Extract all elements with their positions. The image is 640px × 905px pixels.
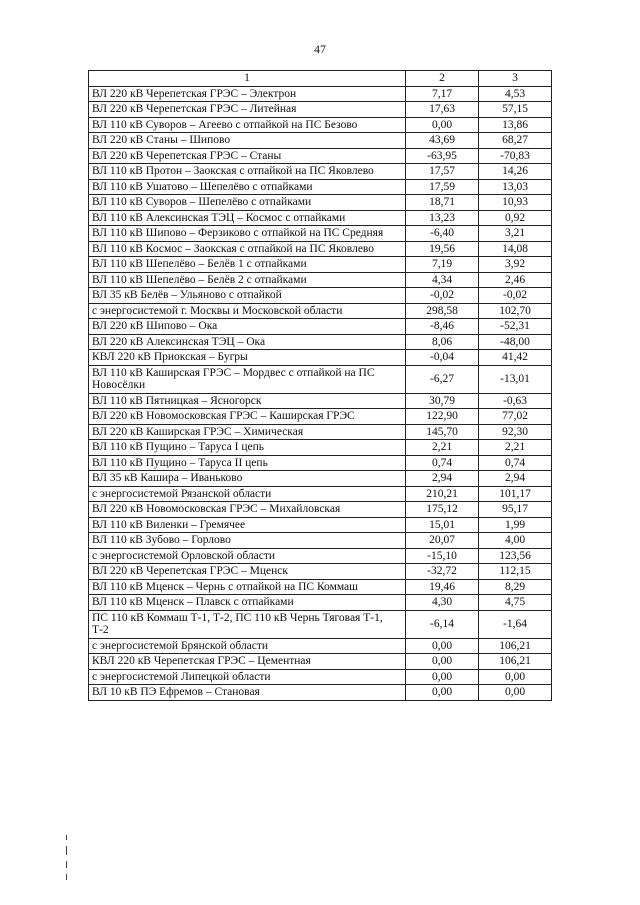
row-name-cell: ВЛ 220 кВ Черепетская ГРЭС – Станы [89, 148, 406, 164]
row-value-col2: 4,34 [406, 272, 479, 288]
row-value-col3: 2,94 [479, 471, 552, 487]
table-row [89, 486, 552, 502]
scan-margin-marks [66, 835, 72, 886]
row-value-col2: 17,59 [406, 179, 479, 195]
row-value-col2: 0,00 [406, 654, 479, 670]
table-row [89, 288, 552, 304]
row-name-cell: ВЛ 110 кВ Каширская ГРЭС – Мордвес с отпайкой на ПС Новосёлки [89, 365, 406, 393]
row-value-col2: 7,19 [406, 257, 479, 273]
row-value-col2: -63,95 [406, 148, 479, 164]
table-row [89, 564, 552, 580]
row-value-col3: 13,03 [479, 179, 552, 195]
row-value-col2: 175,12 [406, 502, 479, 518]
row-value-col3: -70,83 [479, 148, 552, 164]
row-name-cell: ВЛ 35 кВ Белёв – Ульяново с отпайкой [89, 288, 406, 304]
row-value-col3: 0,00 [479, 685, 552, 701]
table-row [89, 471, 552, 487]
table-row [89, 226, 552, 242]
table-row [89, 350, 552, 366]
row-value-col3: 123,56 [479, 548, 552, 564]
row-value-col3: 68,27 [479, 133, 552, 149]
row-name-cell: ВЛ 110 кВ Пущино – Таруса I цепь [89, 440, 406, 456]
row-name-cell: ВЛ 220 кВ Каширская ГРЭС – Химическая [89, 424, 406, 440]
table-row [89, 117, 552, 133]
row-value-col3: 4,00 [479, 533, 552, 549]
row-value-col2: -6,40 [406, 226, 479, 242]
row-value-col2: 122,90 [406, 409, 479, 425]
table-row [89, 86, 552, 102]
row-value-col2: 4,30 [406, 595, 479, 611]
table-row [89, 210, 552, 226]
row-value-col2: 145,70 [406, 424, 479, 440]
row-name-cell: ВЛ 110 кВ Протон – Заокская с отпайкой на ПС Яковлево [89, 164, 406, 180]
table-header-row [89, 71, 552, 87]
header-col-3: 3 [479, 71, 552, 87]
row-value-col2: 298,58 [406, 303, 479, 319]
row-name-cell: ВЛ 220 кВ Черепетская ГРЭС – Литейная [89, 102, 406, 118]
row-name-cell: ВЛ 110 кВ Космос – Заокская с отпайкой на ПС Яковлево [89, 241, 406, 257]
row-value-col2: -6,14 [406, 610, 479, 638]
row-name-cell: ВЛ 110 кВ Ушатово – Шепелёво с отпайками [89, 179, 406, 195]
row-name-cell: ВЛ 35 кВ Кашира – Иваньково [89, 471, 406, 487]
table-row [89, 241, 552, 257]
row-value-col3: 1,99 [479, 517, 552, 533]
row-value-col3: 0,92 [479, 210, 552, 226]
table-row [89, 303, 552, 319]
row-name-cell: ВЛ 110 кВ Шепелёво – Белёв 2 с отпайками [89, 272, 406, 288]
row-name-cell: ВЛ 220 кВ Черепетская ГРЭС – Электрон [89, 86, 406, 102]
row-value-col3: 4,53 [479, 86, 552, 102]
table-row [89, 195, 552, 211]
row-value-col2: 20,07 [406, 533, 479, 549]
table-row [89, 579, 552, 595]
table-row [89, 533, 552, 549]
table-row [89, 102, 552, 118]
table-row [89, 409, 552, 425]
header-col-2: 2 [406, 71, 479, 87]
row-value-col2: 0,00 [406, 669, 479, 685]
row-value-col2: -0,04 [406, 350, 479, 366]
row-name-cell: с энергосистемой Орловской области [89, 548, 406, 564]
row-value-col2: 18,71 [406, 195, 479, 211]
row-name-cell: ВЛ 110 кВ Мценск – Чернь с отпайкой на ПС Коммаш [89, 579, 406, 595]
row-value-col3: 2,21 [479, 440, 552, 456]
row-value-col2: 19,56 [406, 241, 479, 257]
row-value-col3: 13,86 [479, 117, 552, 133]
row-name-cell: ВЛ 110 кВ Виленки – Гремячее [89, 517, 406, 533]
row-name-cell: ВЛ 110 кВ Зубово – Горлово [89, 533, 406, 549]
row-name-cell: ВЛ 110 кВ Суворов – Агеево с отпайкой на ПС Безово [89, 117, 406, 133]
row-value-col2: 19,46 [406, 579, 479, 595]
row-value-col3: 0,00 [479, 669, 552, 685]
row-value-col3: 92,30 [479, 424, 552, 440]
row-name-cell: ВЛ 110 кВ Пущино – Таруса II цепь [89, 455, 406, 471]
row-value-col2: 2,94 [406, 471, 479, 487]
table-row [89, 133, 552, 149]
row-name-cell: ВЛ 110 кВ Пятницкая – Ясногорск [89, 393, 406, 409]
table-row [89, 517, 552, 533]
row-name-cell: ВЛ 110 кВ Шепелёво – Белёв 1 с отпайками [89, 257, 406, 273]
table-row [89, 455, 552, 471]
row-name-cell: ВЛ 220 кВ Черепетская ГРЭС – Мценск [89, 564, 406, 580]
row-value-col2: -15,10 [406, 548, 479, 564]
row-name-cell: ВЛ 110 кВ Шипово – Ферзиково с отпайкой на ПС Средняя [89, 226, 406, 242]
row-value-col3: -52,31 [479, 319, 552, 335]
row-value-col3: 3,21 [479, 226, 552, 242]
table-row [89, 548, 552, 564]
row-name-cell: ВЛ 220 кВ Новомосковская ГРЭС – Михайловская [89, 502, 406, 518]
row-name-cell: ВЛ 220 кВ Алексинская ТЭЦ – Ока [89, 334, 406, 350]
row-value-col3: 4,75 [479, 595, 552, 611]
row-value-col3: 112,15 [479, 564, 552, 580]
row-value-col2: 30,79 [406, 393, 479, 409]
row-value-col3: -13,01 [479, 365, 552, 393]
table-row [89, 272, 552, 288]
header-col-1: 1 [89, 71, 406, 87]
row-value-col2: 0,00 [406, 685, 479, 701]
row-name-cell: с энергосистемой Брянской области [89, 638, 406, 654]
table-row [89, 365, 552, 393]
row-value-col2: 7,17 [406, 86, 479, 102]
table-row [89, 179, 552, 195]
row-value-col2: 0,00 [406, 117, 479, 133]
row-value-col3: -0,63 [479, 393, 552, 409]
row-name-cell: ВЛ 220 кВ Новомосковская ГРЭС – Каширская ГРЭС [89, 409, 406, 425]
table-row [89, 424, 552, 440]
table-row [89, 610, 552, 638]
row-value-col2: -6,27 [406, 365, 479, 393]
row-value-col3: 57,15 [479, 102, 552, 118]
table-row [89, 595, 552, 611]
table-row [89, 148, 552, 164]
row-value-col3: 14,26 [479, 164, 552, 180]
row-value-col3: 101,17 [479, 486, 552, 502]
row-value-col3: 102,70 [479, 303, 552, 319]
row-value-col2: 210,21 [406, 486, 479, 502]
row-value-col2: 0,74 [406, 455, 479, 471]
row-value-col2: 13,23 [406, 210, 479, 226]
row-name-cell: ВЛ 110 кВ Суворов – Шепелёво с отпайками [89, 195, 406, 211]
row-value-col3: 41,42 [479, 350, 552, 366]
row-name-cell: с энергосистемой Липецкой области [89, 669, 406, 685]
row-value-col3: 106,21 [479, 638, 552, 654]
row-name-cell: КВЛ 220 кВ Приокская – Бугры [89, 350, 406, 366]
table-row [89, 502, 552, 518]
row-name-cell: с энергосистемой г. Москвы и Московской области [89, 303, 406, 319]
row-value-col3: 77,02 [479, 409, 552, 425]
row-value-col3: -0,02 [479, 288, 552, 304]
row-value-col3: 14,08 [479, 241, 552, 257]
row-value-col2: -8,46 [406, 319, 479, 335]
row-name-cell: ВЛ 220 кВ Шипово – Ока [89, 319, 406, 335]
row-value-col3: 2,46 [479, 272, 552, 288]
table-row [89, 440, 552, 456]
table-row [89, 669, 552, 685]
table-row [89, 334, 552, 350]
row-value-col2: 17,63 [406, 102, 479, 118]
row-value-col3: 10,93 [479, 195, 552, 211]
table-row [89, 638, 552, 654]
row-name-cell: ВЛ 110 кВ Мценск – Плавск с отпайками [89, 595, 406, 611]
table-row [89, 685, 552, 701]
row-value-col2: -0,02 [406, 288, 479, 304]
row-value-col2: 15,01 [406, 517, 479, 533]
row-value-col3: 106,21 [479, 654, 552, 670]
row-value-col2: 2,21 [406, 440, 479, 456]
page-number: 47 [314, 42, 326, 56]
row-value-col3: 8,29 [479, 579, 552, 595]
table-row [89, 319, 552, 335]
table-row [89, 393, 552, 409]
table-row [89, 164, 552, 180]
row-value-col3: 3,92 [479, 257, 552, 273]
table-row [89, 257, 552, 273]
row-value-col2: 0,00 [406, 638, 479, 654]
row-value-col2: 8,06 [406, 334, 479, 350]
row-name-cell: ВЛ 110 кВ Алексинская ТЭЦ – Космос с отпайками [89, 210, 406, 226]
row-value-col3: 95,17 [479, 502, 552, 518]
data-table [88, 70, 552, 701]
row-name-cell: ВЛ 220 кВ Станы – Шипово [89, 133, 406, 149]
row-name-cell: КВЛ 220 кВ Черепетская ГРЭС – Цементная [89, 654, 406, 670]
row-name-cell: с энергосистемой Рязанской области [89, 486, 406, 502]
row-value-col3: 0,74 [479, 455, 552, 471]
row-value-col2: 43,69 [406, 133, 479, 149]
row-value-col3: -48,00 [479, 334, 552, 350]
row-value-col3: -1,64 [479, 610, 552, 638]
row-value-col2: 17,57 [406, 164, 479, 180]
row-value-col2: -32,72 [406, 564, 479, 580]
table-row [89, 654, 552, 670]
row-name-cell: ПС 110 кВ Коммаш Т-1, Т-2, ПС 110 кВ Чернь Тяговая Т-1, Т-2 [89, 610, 406, 638]
row-name-cell: ВЛ 10 кВ ПЭ Ефремов – Становая [89, 685, 406, 701]
